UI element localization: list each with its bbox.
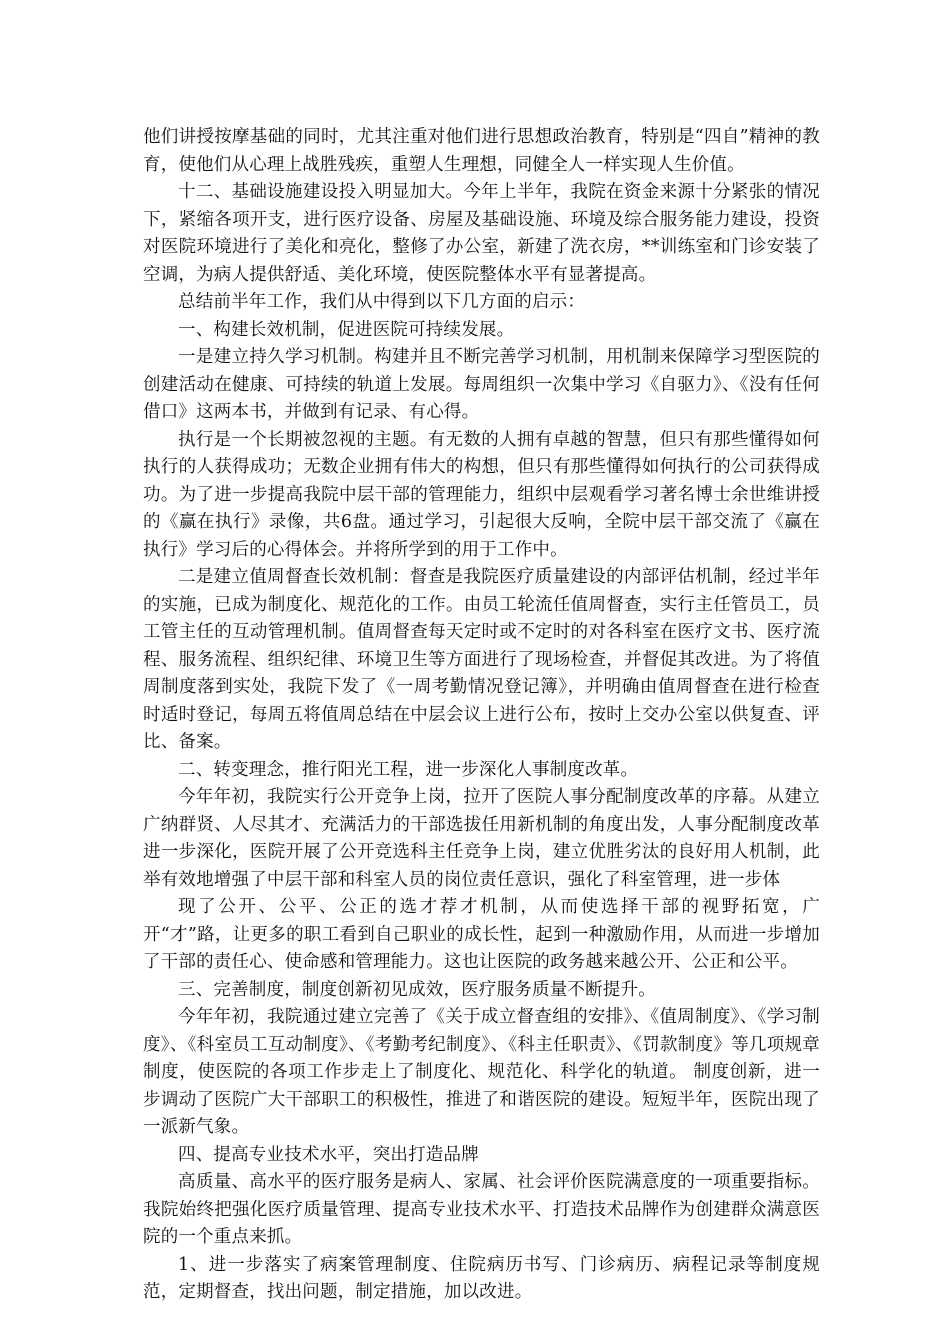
document-page bbox=[143, 124, 820, 1307]
paragraph-6: 执行是一个长期被忽视的主题。有无数的人拥有卓越的智慧，但只有那些懂得如何执行的人获得成功；无数企业拥有伟大的构想，但只有那些懂得如何执行的公司获得成功。为了进一步提高我院中层干部的管理能力，组织中层观看学习著名博士余世维讲授的《赢在执行》录像，共6盘。通过学习，引起很大反响，全院中层干部交流了《赢在执行》学习后的心得体会。并将所学到的用于工作中。 bbox=[143, 429, 820, 560]
section-heading-3: 三、完善制度，制度创新初见成效，医疗服务质量不断提升。 bbox=[178, 979, 656, 1000]
paragraph-14: 高质量、高水平的医疗服务是病人、家属、社会评价医院满意度的一项重要指标。我院始终把强化医疗质量管理、提高专业技术水平、打造技术品牌作为创建群众满意医院的一个重点来抓。 bbox=[143, 1172, 820, 1247]
paragraph-12: 今年年初，我院通过建立完善了《关于成立督查组的安排》、《值周制度》、《学习制度》、《科室员工互动制度》、《考勤考纪制度》、《科主任职责》、《罚款制度》等几项规章制度，使医院的各项工作步走上了制度化、规范化、科学化的轨道。 制度创新，进一步调动了医院广大干部职工的积极性，推进了和谐医院的建设。短短半年，医院出现了一派新气象。 bbox=[143, 1007, 820, 1137]
section-heading-2: 二、转变理念，推行阳光工程，进一步深化人事制度改革。 bbox=[178, 759, 639, 780]
paragraph-2: 十二、基础设施建设投入明显加大。今年上半年，我院在资金来源十分紧张的情况下，紧缩各项开支，进行医疗设备、房屋及基础设施、环境及综合服务能力建设，投资对医院环境进行了美化和亮化，整修了办公室，新建了洗衣房，**训练室和门诊安装了空调，为病人提供舒适、美化环境，使医院整体水平有显著提高。 bbox=[143, 182, 820, 285]
paragraph-7: 二是建立值周督查长效机制：督查是我院医疗质量建设的内部评估机制，经过半年的实施，已成为制度化、规范化的工作。由员工轮流任值周督查，实行主任管员工，员工管主任的互动管理机制。值周督查每天定时或不定时的对各科室在医疗文书、医疗流程、服务流程、组织纪律、环境卫生等方面进行了现场检查，并督促其改进。为了将值周制度落到实处，我院下发了《一周考勤情况登记簿》，并明确由值周督查在进行检查时适时登记，每周五将值周总结在中层会议上进行公布，按时上交办公室以供复查、评比、备案。 bbox=[143, 567, 820, 752]
paragraph-5: 一是建立持久学习机制。构建并且不断完善学习机制，用机制来保障学习型医院的创建活动在健康、可持续的轨道上发展。每周组织一次集中学习《自驱力》、《没有任何借口》这两本书，并做到有记录、有心得。 bbox=[143, 347, 820, 422]
paragraph-3: 总结前半年工作，我们从中得到以下几方面的启示： bbox=[178, 292, 586, 312]
paragraph-10: 现了公开、公平、公正的选才荐才机制，从而使选择干部的视野拓宽，广开“才”路，让更多的职工看到自己职业的成长性，起到一种激励作用，从而进一步增加了干部的责任心、使命感和管理能力。这也让医院的政务越来越公开、公正和公平。 bbox=[143, 897, 820, 972]
section-heading-4: 四、提高专业技术水平，突出打造品牌 bbox=[178, 1144, 479, 1165]
section-heading-1: 一、构建长效机制，促进医院可持续发展。 bbox=[178, 319, 515, 340]
paragraph-9: 今年年初，我院实行公开竞争上岗，拉开了医院人事分配制度改革的序幕。从建立广纳群贤、人尽其才、充满活力的干部选拔任用新机制的角度出发，人事分配制度改革进一步深化，医院开展了公开竞选科主任竞争上岗，建立优胜劣汰的良好用人机制，此举有效地增强了中层干部和科室人员的岗位责任意识，强化了科室管理，进一步体 bbox=[143, 787, 820, 890]
paragraph-15: 1、进一步落实了病案管理制度、住院病历书写、门诊病历、病程记录等制度规范，定期督查，找出问题，制定措施，加以改进。 bbox=[143, 1254, 820, 1302]
paragraph-1: 他们讲授按摩基础的同时，尤其注重对他们进行思想政治教育，特别是“四自”精神的教育，使他们从心理上战胜残疾，重塑人生理想，同健全人一样实现人生价值。 bbox=[143, 127, 820, 175]
